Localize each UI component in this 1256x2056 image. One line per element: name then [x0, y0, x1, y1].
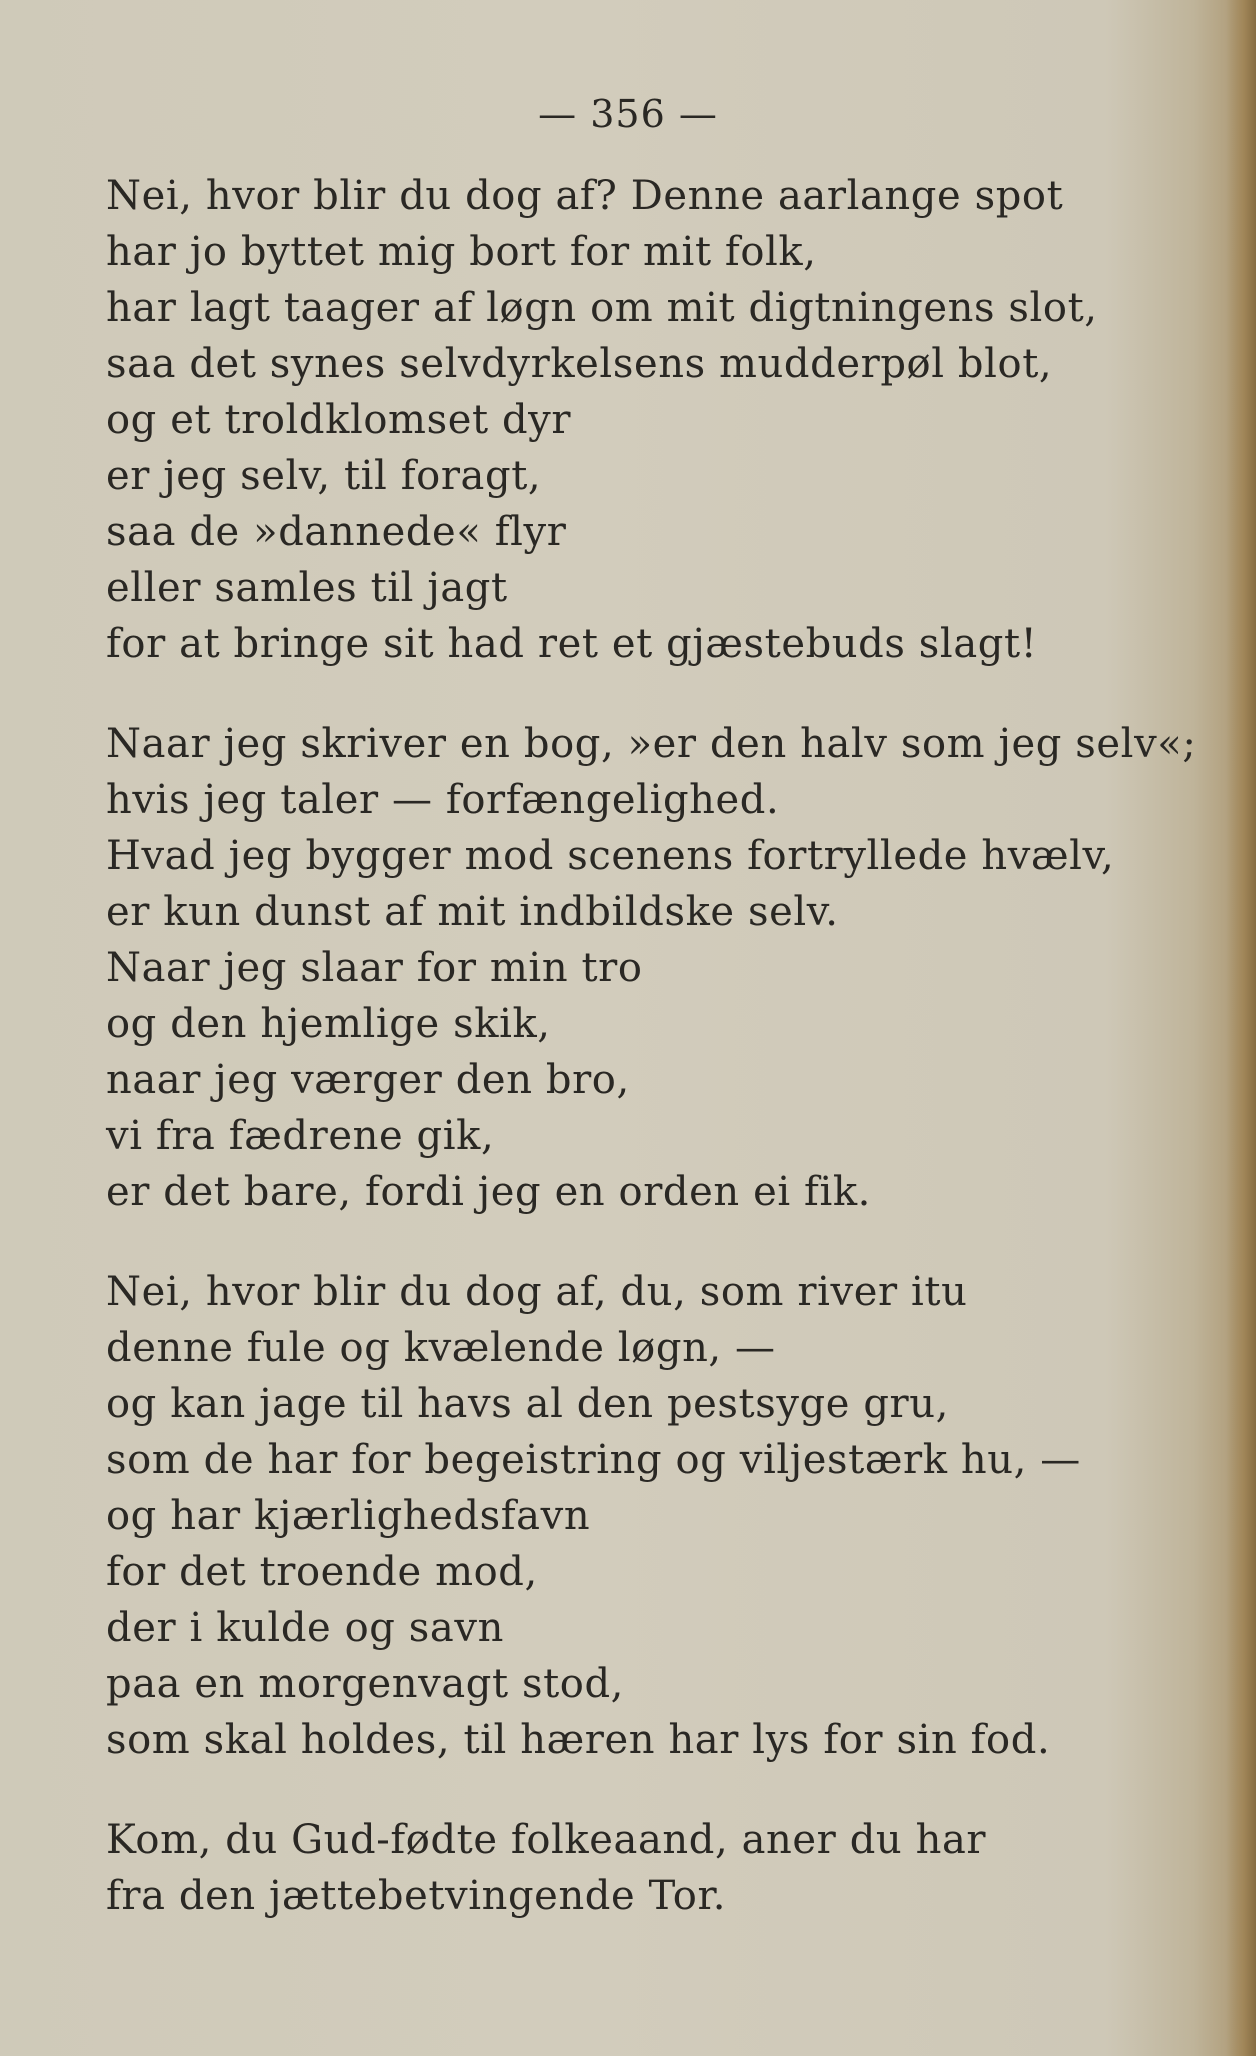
- poem-line: fra den jættebetvingende Tor.: [106, 1873, 727, 1919]
- poem-line: saa de »dannede« flyr: [106, 509, 567, 555]
- poem-line: Naar jeg slaar for min tro: [106, 945, 643, 991]
- poem-line: har lagt taager af løgn om mit digtningens slot,: [106, 285, 1098, 331]
- page-edge: [1226, 0, 1256, 2056]
- poem-line: og har kjærlighedsfavn: [106, 1493, 591, 1539]
- poem-line: er det bare, fordi jeg en orden ei fik.: [106, 1169, 872, 1215]
- poem-text: [106, 168, 1197, 1924]
- poem-line: Nei, hvor blir du dog af, du, som river itu: [106, 1269, 968, 1315]
- poem-line: der i kulde og savn: [106, 1605, 504, 1651]
- stanza: [106, 1264, 1186, 1768]
- poem-line: har jo byttet mig bort for mit folk,: [106, 229, 817, 275]
- poem-line: er jeg selv, til foragt,: [106, 453, 542, 499]
- poem-line: hvis jeg taler — forfængelighed.: [106, 777, 780, 823]
- poem-line: er kun dunst af mit indbildske selv.: [106, 889, 839, 935]
- poem-line: Naar jeg skriver en bog, »er den halv som jeg selv«;: [106, 721, 1197, 767]
- poem-line: Kom, du Gud-fødte folkeaand, aner du har: [106, 1817, 987, 1863]
- poem-line: og kan jage til havs al den pestsyge gru,: [106, 1381, 949, 1427]
- poem-line: saa det synes selvdyrkelsens mudderpøl blot,: [106, 341, 1053, 387]
- poem-line: eller samles til jagt: [106, 565, 508, 611]
- poem-line: og et troldklomset dyr: [106, 397, 572, 443]
- stanza: [106, 716, 1197, 1220]
- poem-line: som skal holdes, til hæren har lys for sin fod.: [106, 1717, 1051, 1763]
- poem-line: Nei, hvor blir du dog af? Denne aarlange spot: [106, 173, 1064, 219]
- stanza: [106, 168, 1186, 672]
- poem-line: naar jeg værger den bro,: [106, 1057, 630, 1103]
- poem-line: vi fra fædrene gik,: [106, 1113, 495, 1159]
- page-number: — 356 —: [538, 92, 718, 136]
- poem-line: for det troende mod,: [106, 1549, 538, 1595]
- poem-line: for at bringe sit had ret et gjæstebuds slagt!: [106, 621, 1038, 667]
- stanza: [106, 1812, 1186, 1924]
- poem-line: Hvad jeg bygger mod scenens fortryllede hvælv,: [106, 833, 1115, 879]
- poem-line: som de har for begeistring og viljestærk hu, —: [106, 1437, 1081, 1483]
- poem-line: denne fule og kvælende løgn, —: [106, 1325, 776, 1371]
- poem-line: og den hjemlige skik,: [106, 1001, 551, 1047]
- poem-line: paa en morgenvagt stod,: [106, 1661, 624, 1707]
